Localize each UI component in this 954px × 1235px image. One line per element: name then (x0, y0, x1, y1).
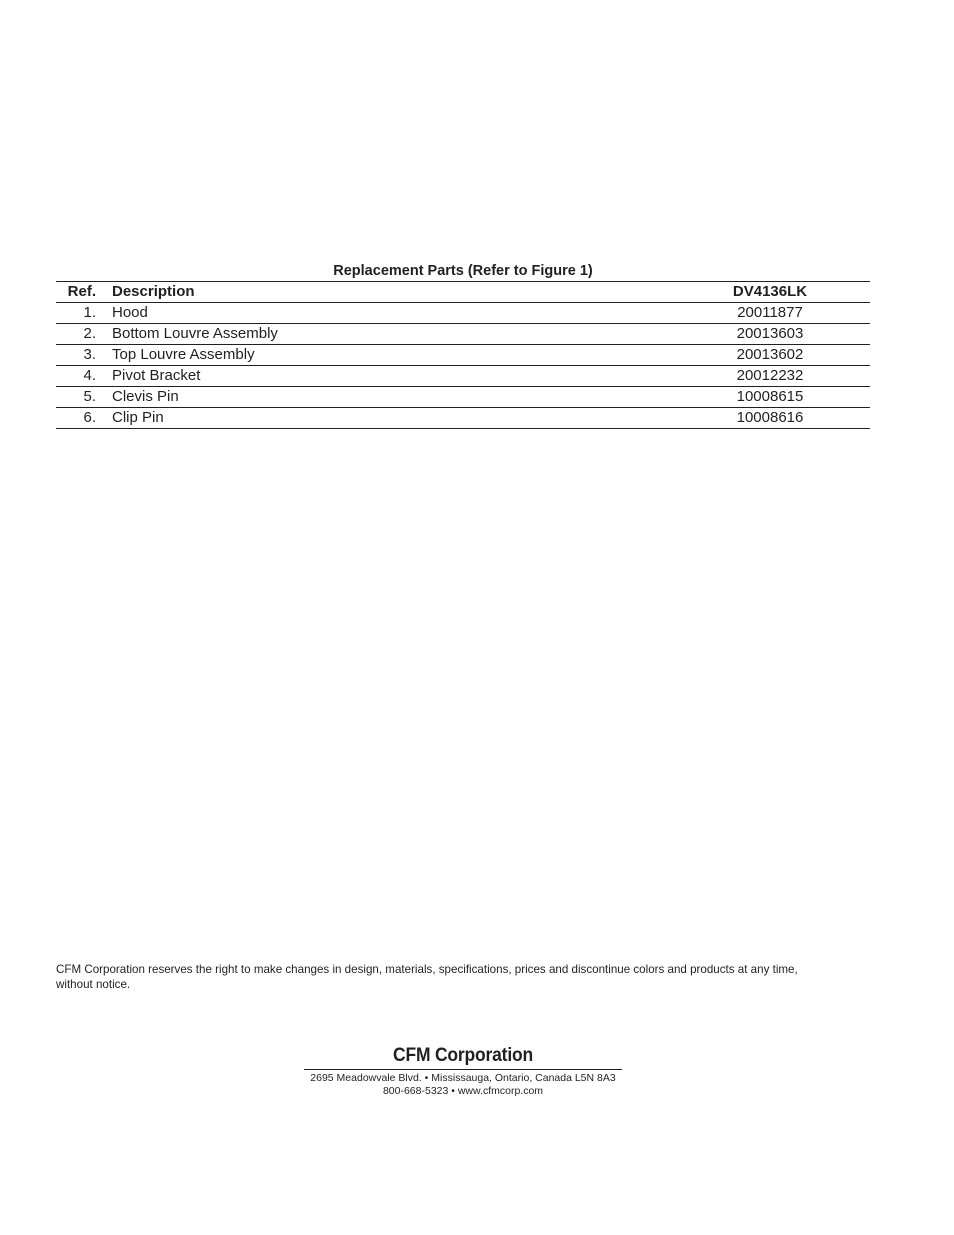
table-row (56, 408, 870, 429)
table-row (56, 303, 870, 324)
parts-table-title: Replacement Parts (Refer to Figure 1) (333, 263, 593, 279)
row-ref: 5. (56, 387, 96, 408)
row-ref: 6. (56, 408, 96, 429)
table-header-row (56, 282, 870, 303)
row-description: Bottom Louvre Assembly (96, 324, 700, 345)
row-ref: 2. (56, 324, 96, 345)
table-row (56, 324, 870, 345)
table-row (56, 345, 870, 366)
row-description: Top Louvre Assembly (96, 345, 700, 366)
row-part-number: 20013603 (700, 324, 870, 345)
row-description: Hood (96, 303, 700, 324)
row-part-number: 20012232 (700, 366, 870, 387)
row-part-number: 20011877 (700, 303, 870, 324)
header-ref: Ref. (56, 282, 96, 303)
row-part-number: 10008615 (700, 387, 870, 408)
company-contact: 800-668-5323 • www.cfmcorp.com (382, 1085, 544, 1097)
row-part-number: 20013602 (700, 345, 870, 366)
disclaimer-line: without notice. (56, 978, 131, 991)
disclaimer-line: CFM Corporation reserves the right to make changes in design, materials, specifications, prices and discontinue colors and products at any time, (56, 963, 798, 976)
replacement-parts-table (56, 281, 870, 429)
header-part-number: DV4136LK (700, 282, 870, 303)
row-part-number: 10008616 (700, 408, 870, 429)
table-row (56, 366, 870, 387)
disclaimer-text (56, 962, 876, 992)
company-footer (304, 1044, 622, 1098)
row-description: Clevis Pin (96, 387, 700, 408)
table-row (56, 387, 870, 408)
company-address: 2695 Meadowvale Blvd. • Mississauga, Ontario, Canada L5N 8A3 (310, 1072, 616, 1084)
header-description: Description (96, 282, 700, 303)
replacement-parts-section (56, 262, 870, 429)
footer-divider (304, 1069, 622, 1070)
row-ref: 1. (56, 303, 96, 324)
row-ref: 4. (56, 366, 96, 387)
row-description: Pivot Bracket (96, 366, 700, 387)
row-ref: 3. (56, 345, 96, 366)
company-name: CFM Corporation (393, 1045, 533, 1066)
row-description: Clip Pin (96, 408, 700, 429)
